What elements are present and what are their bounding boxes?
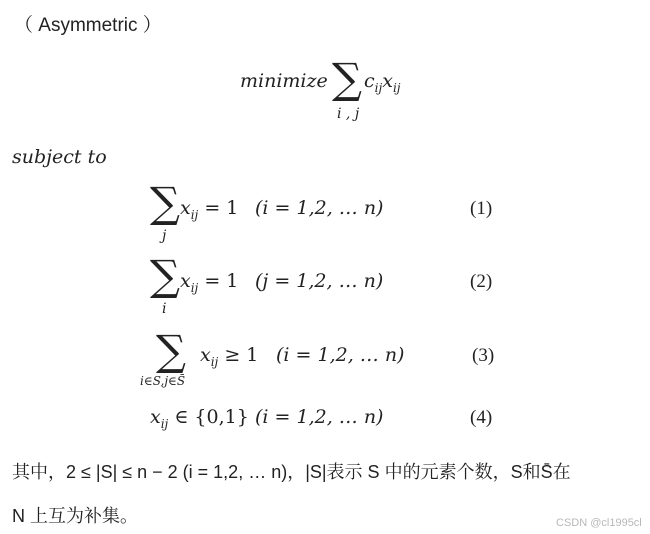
constraint-3-sum-index: i∈S,j∈S̄ bbox=[140, 374, 186, 388]
constraint-3-condition: (i = 1,2, … n) bbox=[276, 344, 405, 366]
constraint-1-sum-index: j bbox=[162, 228, 167, 244]
constraint-3-number: (3) bbox=[472, 345, 495, 366]
asymmetric-label: （ Asymmetric ） bbox=[14, 15, 162, 36]
constraint-2-expression: $x_{ij} = 1$ bbox=[180, 270, 239, 295]
constraint-3-sum-symbol: ∑ bbox=[156, 326, 186, 375]
constraint-2-condition: (j = 1,2, … n) bbox=[255, 270, 384, 292]
note-line-2: N 上互为补集。 bbox=[12, 506, 138, 526]
constraint-2-sum-index: i bbox=[162, 301, 167, 317]
objective-term: $c_{ij}x_{ij}$ bbox=[364, 70, 401, 95]
constraint-3-expression: $x_{ij} \ge 1$ bbox=[200, 344, 259, 369]
constraint-2 bbox=[150, 251, 510, 317]
constraint-4-expression: $x_{ij}$ ∈ {0,1} bbox=[150, 406, 249, 431]
objective-sum-symbol: ∑ bbox=[332, 54, 362, 103]
constraint-1-sum-symbol: ∑ bbox=[150, 178, 180, 227]
constraint-1-condition: (i = 1,2, … n) bbox=[255, 197, 384, 219]
constraint-4-condition: (i = 1,2, … n) bbox=[255, 406, 384, 428]
note-line-1: 其中，2 ≤ |S| ≤ n − 2 (i = 1,2, … n)，|S|表示 S 中的元素个数，S和S̄在 bbox=[12, 462, 571, 482]
constraint-4-number: (4) bbox=[470, 407, 493, 428]
subject-to-label: subject to bbox=[12, 146, 107, 168]
constraint-4 bbox=[150, 406, 510, 436]
constraint-1 bbox=[150, 178, 510, 244]
constraint-1-expression: $x_{ij} = 1$ bbox=[180, 197, 239, 222]
minimize-keyword: minimize bbox=[240, 70, 328, 92]
constraint-2-number: (2) bbox=[470, 271, 493, 292]
constraint-3 bbox=[140, 326, 510, 392]
constraint-1-number: (1) bbox=[470, 198, 493, 219]
objective-sum-index: i , j bbox=[337, 106, 360, 122]
constraint-2-sum-symbol: ∑ bbox=[150, 251, 180, 300]
watermark: CSDN @cl1995cl bbox=[556, 517, 642, 529]
